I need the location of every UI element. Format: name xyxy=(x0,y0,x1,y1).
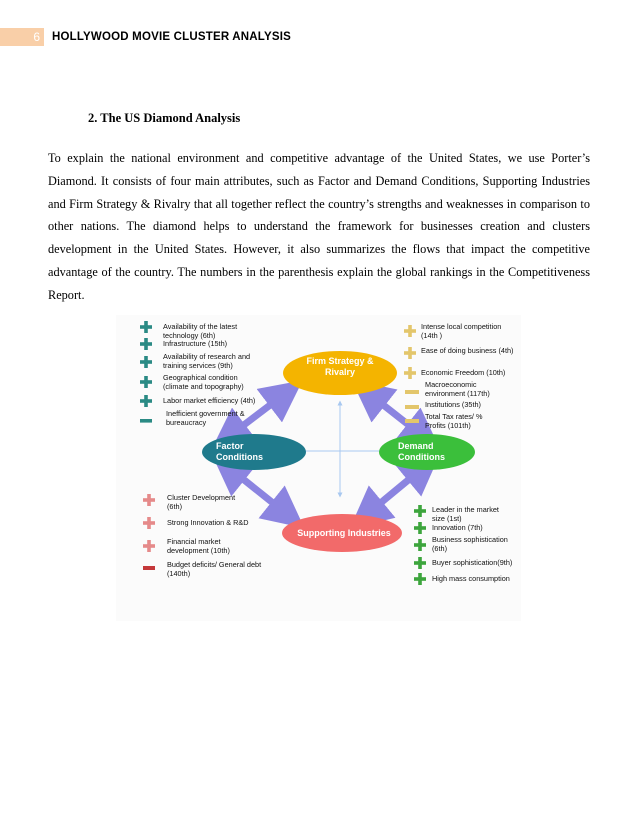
factor-item: Availability of the latest technology (6th) xyxy=(163,322,238,340)
firm-minus-icons xyxy=(405,390,419,423)
supporting-item: Budget deficits/ General debt (140th) xyxy=(167,560,262,578)
factor-item: Availability of research and training services (9th) xyxy=(163,352,251,370)
porter-diamond-figure xyxy=(116,315,521,621)
factor-item: Infrastructure (15th) xyxy=(163,339,228,348)
firm-plus-icons xyxy=(404,325,416,379)
firm-item: Ease of doing business (4th) xyxy=(421,346,514,355)
factor-item: Geographical condition (climate and topography) xyxy=(163,373,244,391)
node-supporting-label: Supporting Industries xyxy=(297,528,391,538)
factor-plus-icons xyxy=(140,321,152,407)
factor-minus-icon xyxy=(140,419,152,423)
factor-item: Inefficient government & bureaucracy xyxy=(166,409,245,427)
body-paragraph: To explain the national environment and competitive advantage of the United States, we use Porter’s Diamond. It consists of four main attributes, such as Factor and Demand Conditions, Supporting Industries and Firm Strategy & Rivalry that all together reflect the country’s strengths and weaknesses in comparison to other nations. The diamond helps to understand the framework for businesses creation and clusters development in the United States. However, it also summarizes the flows that impact the competitive advantage of the country. The numbers in the parenthesis explain the global rankings in the Competitiveness Report. xyxy=(48,151,590,302)
demand-item: Buyer sophistication(9th) xyxy=(432,558,513,567)
supporting-item: Financial market development (10th) xyxy=(167,537,230,555)
firm-item: Institutions (35th) xyxy=(425,400,481,409)
demand-item: High mass consumption xyxy=(432,574,510,583)
demand-item: Business sophistication (6th) xyxy=(432,535,508,553)
factor-item: Labor market efficiency (4th) xyxy=(163,396,256,405)
demand-item: Innovation (7th) xyxy=(432,523,483,532)
node-factor-label: Factor Conditions xyxy=(216,441,263,462)
firm-item: Total Tax rates/ % Profits (101th) xyxy=(425,412,483,430)
supporting-item: Strong Innovation & R&D xyxy=(167,518,249,527)
page-number: 6 xyxy=(0,28,44,46)
supporting-minus-icon xyxy=(143,566,155,570)
node-firm-label: Firm Strategy & Rivalry xyxy=(306,356,374,377)
node-demand-label: Demand Conditions xyxy=(398,441,445,462)
section-heading: 2. The US Diamond Analysis xyxy=(88,111,241,125)
supporting-item: Cluster Development (6th) xyxy=(167,493,236,511)
firm-item: Economic Freedom (10th) xyxy=(421,368,506,377)
running-header xyxy=(0,28,638,46)
header-title: HOLLYWOOD MOVIE CLUSTER ANALYSIS xyxy=(52,31,291,43)
arrow-demand-supporting xyxy=(366,467,424,515)
firm-item: Intense local competition (14th ) xyxy=(421,322,502,340)
demand-plus-icons xyxy=(414,505,426,585)
supporting-plus-icons xyxy=(143,494,155,552)
firm-item: Macroeconomic environment (117th) xyxy=(425,380,490,398)
arrow-firm-demand xyxy=(368,393,424,437)
demand-item: Leader in the market size (1st) xyxy=(432,505,499,523)
